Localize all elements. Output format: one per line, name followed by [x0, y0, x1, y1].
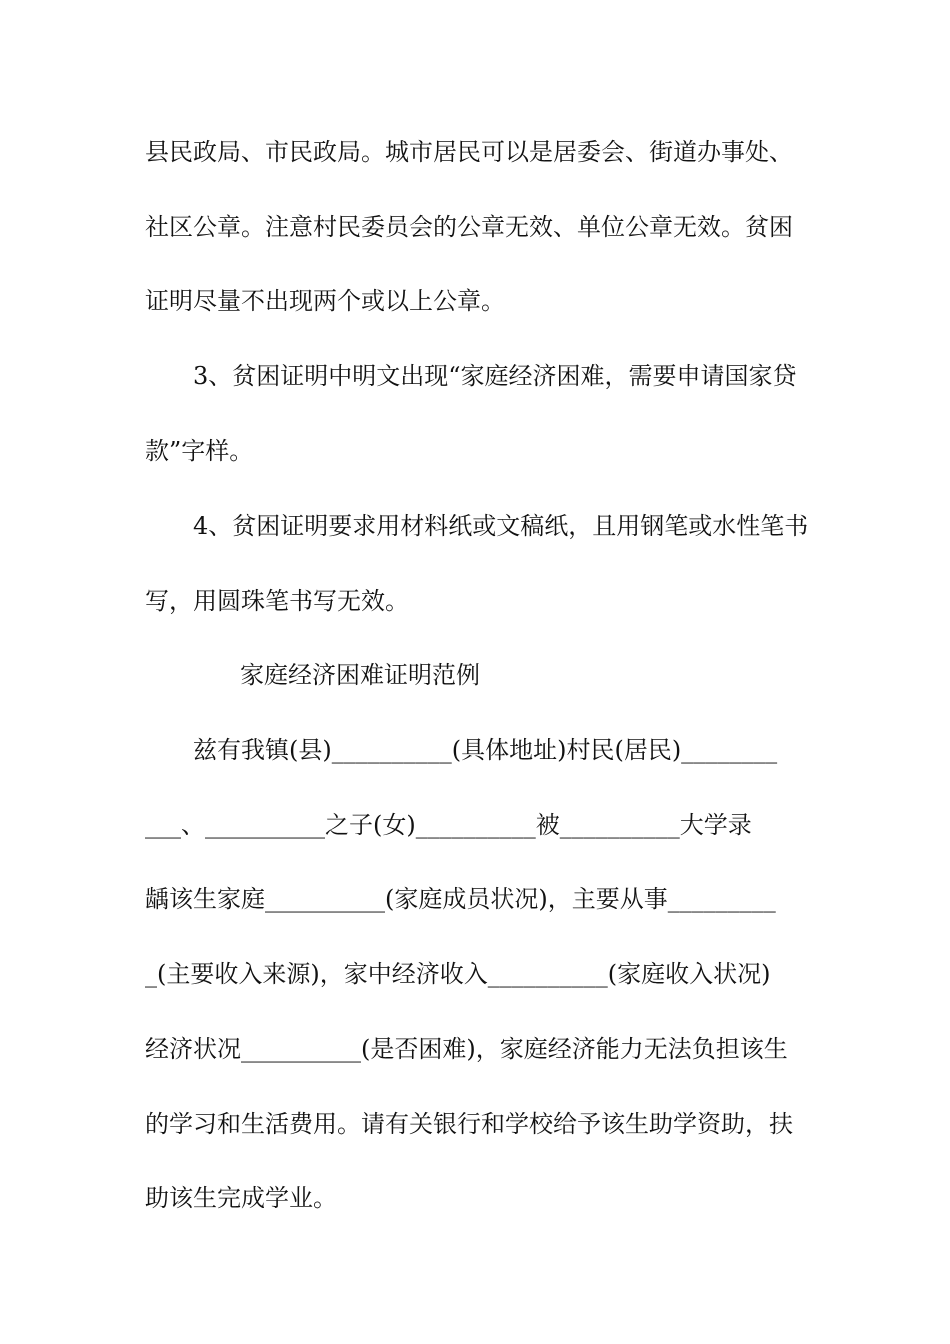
body-line-2: 社区公章。注意村民委员会的公章无效、单位公章无效。贫困 — [145, 213, 793, 241]
sample-line-7: 助该生完成学业。 — [145, 1184, 337, 1212]
body-line-3: 证明尽量不出现两个或以上公章。 — [145, 287, 505, 315]
item-4-line-1: 4、贫困证明要求用材料纸或文稿纸，且用钢笔或水性笔书 — [193, 512, 809, 540]
item-3-line-2: 款”字样。 — [145, 437, 254, 465]
item-3-line-1: 3、贫困证明中明文出现“家庭经济困难，需要申请国家贷 — [193, 362, 797, 390]
sample-line-6: 的学习和生活费用。请有关银行和学校给予该生助学资助，扶 — [145, 1110, 793, 1138]
sample-line-3: 龋该生家庭__________(家庭成员状况)，主要从事_________ — [145, 885, 776, 913]
sample-title: 家庭经济困难证明范例 — [240, 661, 480, 689]
item-4-line-2: 写，用圆珠笔书写无效。 — [145, 587, 409, 615]
sample-line-4: _(主要收入来源)，家中经济收入__________(家庭收入状况) — [145, 960, 771, 988]
sample-line-2: ___、__________之子(女)__________被__________大学录 — [145, 811, 752, 839]
body-line-1: 县民政局、市民政局。城市居民可以是居委会、街道办事处、 — [145, 138, 793, 166]
sample-line-5: 经济状况__________(是否困难)，家庭经济能力无法负担该生 — [145, 1035, 788, 1063]
sample-line-1: 兹有我镇(县)__________(具体地址)村民(居民)________ — [193, 736, 778, 764]
